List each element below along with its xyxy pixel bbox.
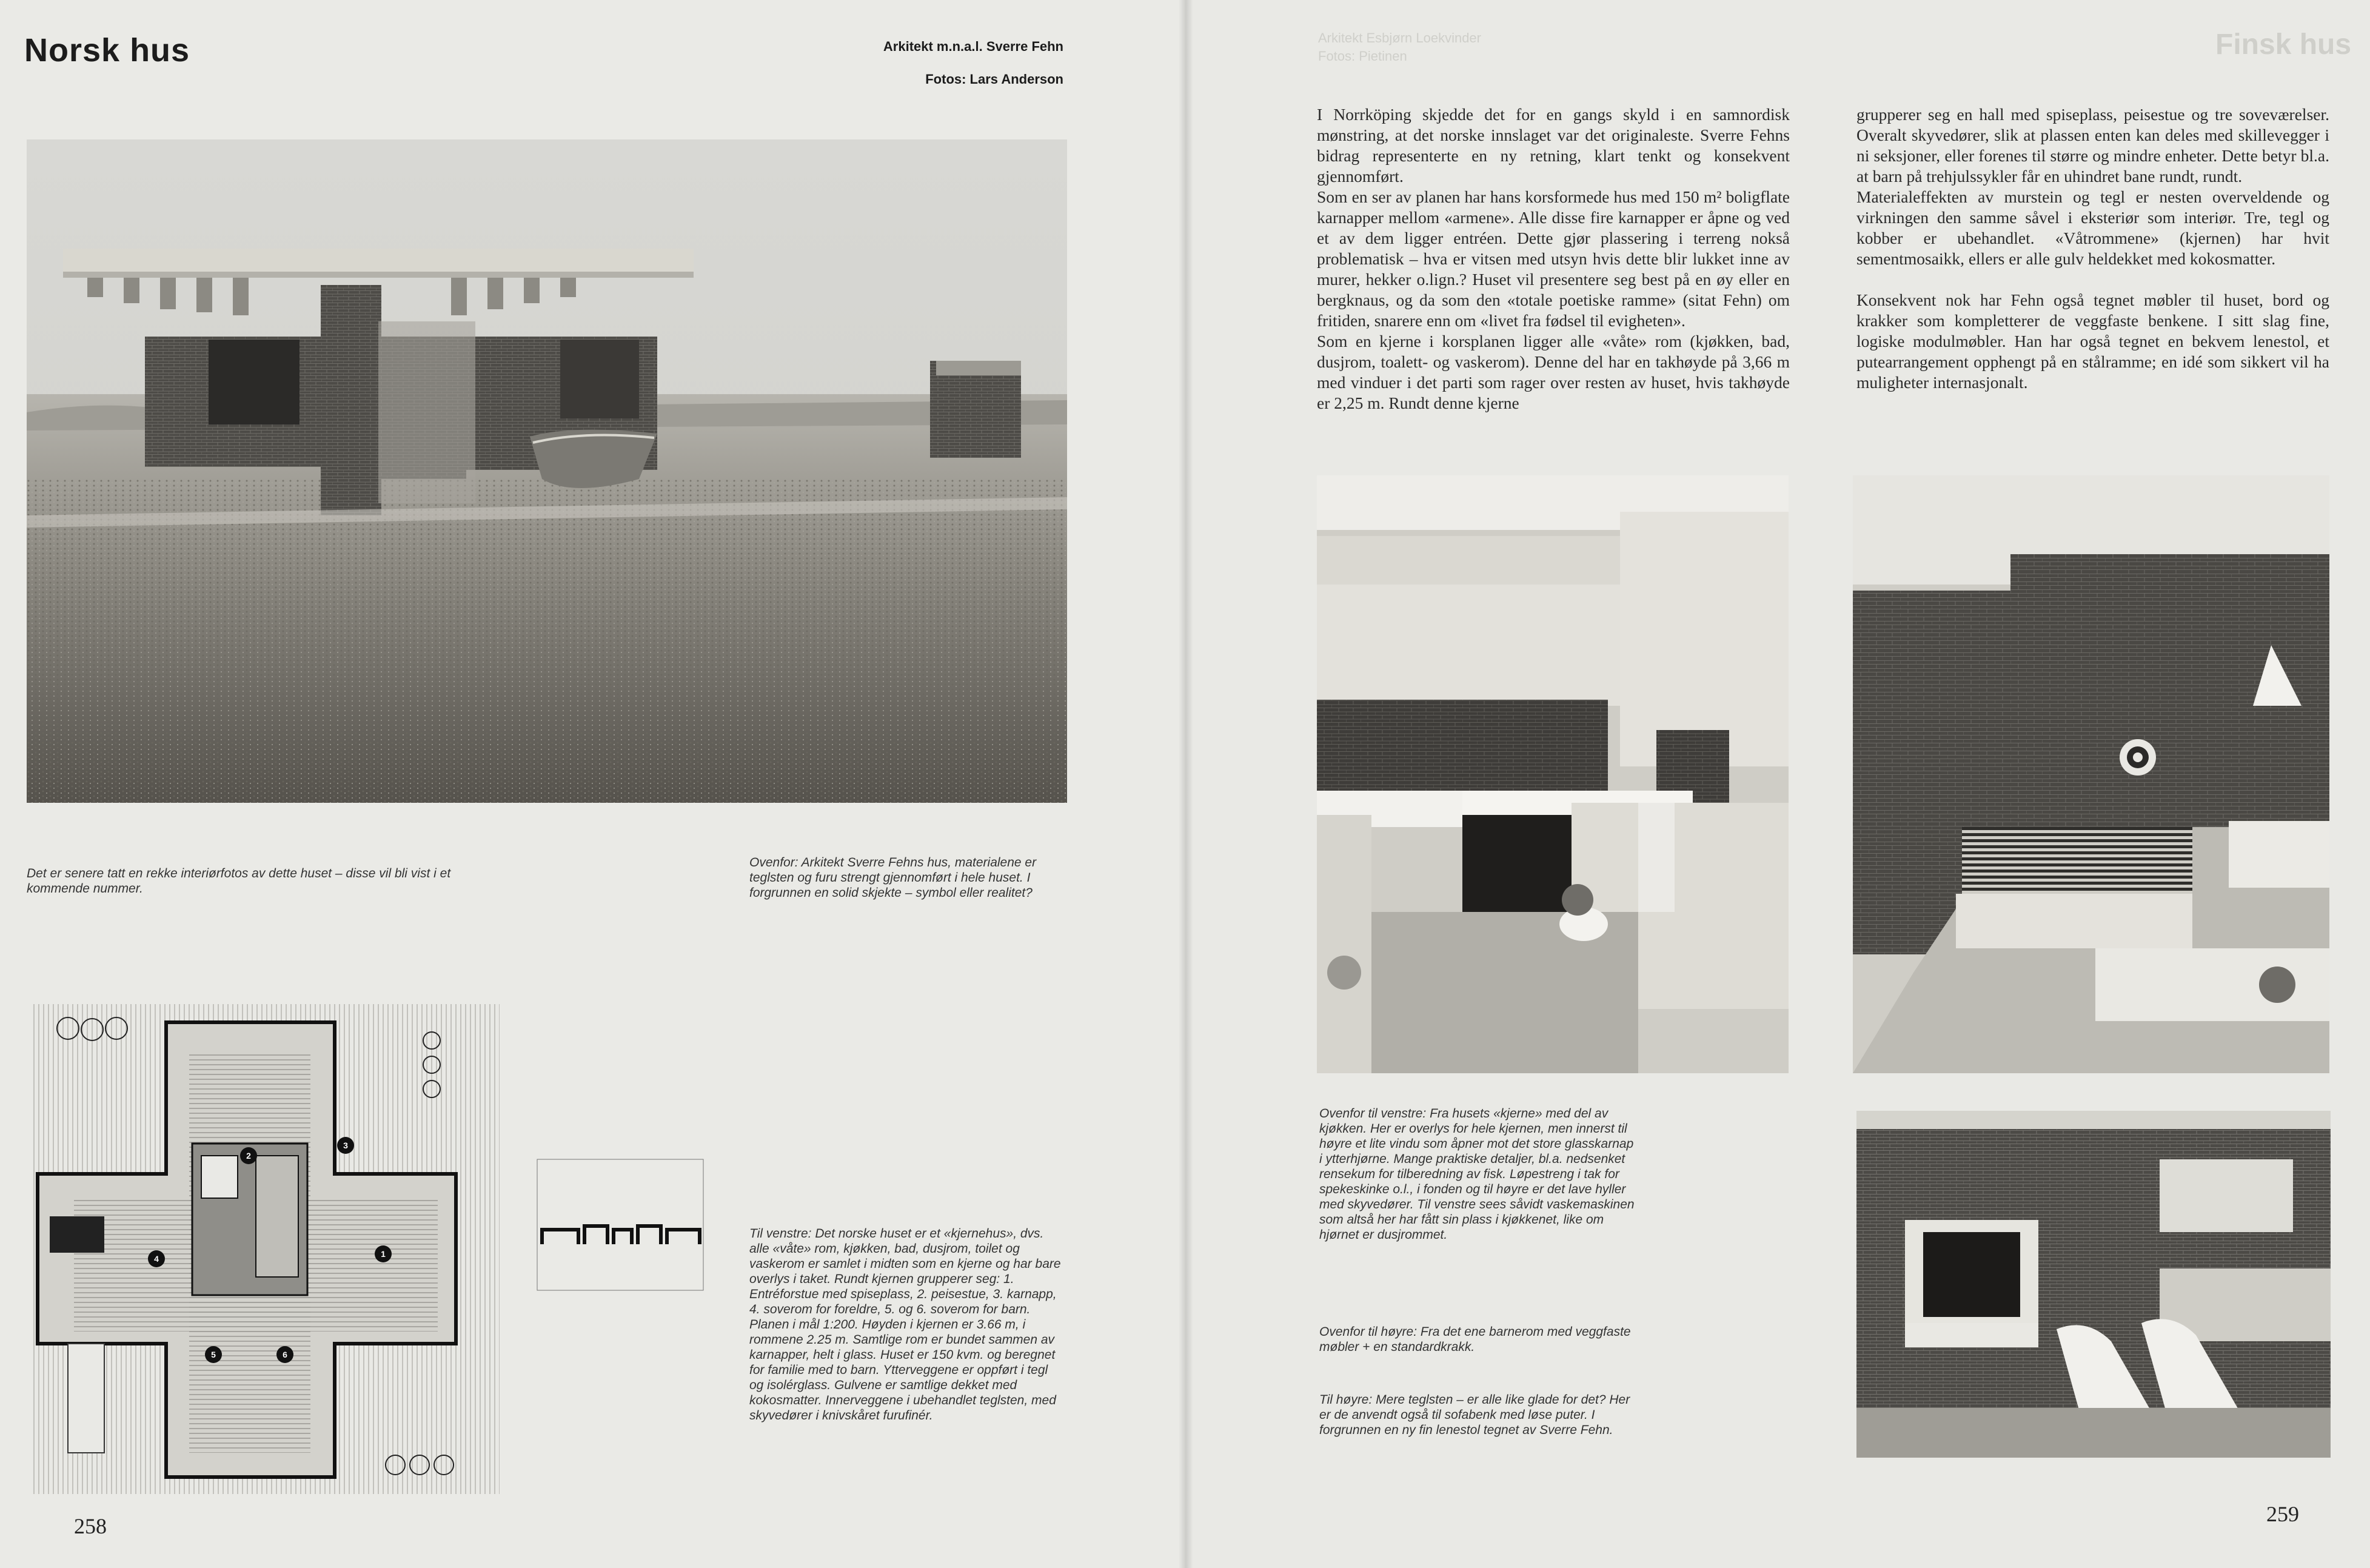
caption-floor-plan: Til venstre: Det norske huset er et «kjernehus», dvs. alle «våte» rom, kjøkken, bad, dusjrom, toilet og vaskerom er samlet i midten som en kjerne og har bare overlys i taket. Rundt kjernen grupperer seg: 1. Entréforstue med spiseplass, 2. peisestue, 3. karnapp, 4. soverom for foreldre, 5. og 6. soverom for barn. Planen i mål 1:200. Høyden i kjernen er 3.66 m, i rommene 2.25 m. Samtlige rom er bundet sammen av karnapper, helt i glass. Huset er 150 kvm. og beregnet for familie med to barn. Ytterveggene er oppført i tegl og isolérglass. Gulvene er samtlige dekket med kokosmatter. Innerveggene i ubehandlet teglsten, med skyvedører i knivskåret furufinér. <box>749 1227 1061 1422</box>
living-room-photo <box>1856 1111 2331 1458</box>
ghost-line-1: Arkitekt Esbjørn Loekvinder <box>1318 30 1481 45</box>
article-column-1 <box>1317 104 1790 414</box>
photo-credit: Fotos: Lars Anderson <box>925 72 1063 87</box>
kitchen-photo <box>1317 475 1789 1073</box>
ghost-heading: Finsk hus <box>2215 28 2352 61</box>
caption-children-room: Ovenfor til høyre: Fra det ene barnerom med veggfaste møbler + en standardkrakk. <box>1319 1325 1631 1354</box>
children-room-photo <box>1853 475 2329 1073</box>
article-column-2 <box>1856 104 2329 393</box>
page-number-left: 258 <box>74 1514 107 1538</box>
section-drawing <box>536 1158 705 1292</box>
plan-label-2: 2 <box>246 1151 251 1161</box>
caption-interior-note: Det er senere tatt en rekke interiørfotos av dette huset – disse vil bli vist i et kommende nummer. <box>27 866 451 896</box>
column-1-paragraph: Som en ser av planen har hans korsformede hus med 150 m² boligflate karnapper mellom «armene». Alle disse fire karnapper er åpne og ved et av dem ligger entréen. Dette gjør plassering i terreng nokså problematisk – hva er vitsen med utsyn hvis dette blir lukket inne av murer, hekker o.lign.? Huset vil presentere seg best på en øy eller en bergknaus, og da som den «totale poetiske ramme» (sitat Fehn) om fritiden, snarere enn om «livet fra fødsel til evigheten». <box>1317 187 1790 330</box>
page-number-right: 259 <box>2266 1502 2299 1526</box>
plan-label-5: 5 <box>211 1350 216 1359</box>
caption-living-room: Til høyre: Mere teglsten – er alle like glade for det? Her er de anvendt også til sofabenk med løse puter. I forgrunnen en ny fin lenestol tegnet av Sverre Fehn. <box>1319 1393 1630 1437</box>
ghost-line-2: Fotos: Pietinen <box>1318 49 1407 64</box>
caption-exterior-photo: Ovenfor: Arkitekt Sverre Fehns hus, materialene er teglsten og furu strengt gjennomført i hele huset. I forgrunnen en solid skjekte – symbol eller realitet? <box>749 856 1037 900</box>
column-2-paragraph: Materialeffekten av murstein og tegl er nesten overveldende og virkningen den samme såvel i eksteriør som interiør. Tre, tegl og kobber er ubehandlet. «Våtrommene» (kjernen) har hvit sementmosaikk, ellers er alle gulv heldekket med kokosmatter. <box>1856 187 2329 268</box>
column-2-paragraph: Konsekvent nok har Fehn også tegnet møbler til huset, bord og krakker som kompletterer de veggfaste benkene. I sitt slag fine, logiske modulmøbler. Han har også tegnet en bekvem lenestol, et putearrangement opphengt på en stålramme; en idé som sikkert vil ha muligheter internasjonalt. <box>1856 290 2329 392</box>
column-1-paragraph: Som en kjerne i korsplanen ligger alle «våte» rom (kjøkken, bad, dusjrom, toalett- og vaskerom). Denne del har en takhøyde på 3,66 m med vinduer i det parti som rager over resten av huset, hvis takhøyde er 2,25 m. Rundt denne kjerne <box>1317 332 1790 412</box>
plan-label-3: 3 <box>343 1141 348 1150</box>
plan-label-1: 1 <box>381 1249 386 1259</box>
plan-label-4: 4 <box>154 1254 159 1264</box>
spread-gutter <box>1179 0 1193 1568</box>
right-page <box>1185 0 2370 1568</box>
caption-kitchen: Ovenfor til venstre: Fra husets «kjerne» med del av kjøkken. Her er overlys for hele kjernen, men innerst til høyre et lite vindu som åpner mot det store glasskarnap i ytterhjørne. Mange praktiske detaljer, bl.a. nedsenket rensekum for tilberedning av fisk. Løpestreng i tak for spekeskinke o.l., i fonden og til høyre er det lave hyller med skyvedører. Til venstre sees såvidt vaskemaskinen som altså her har fått sin plass i kjøkkenet, like om hjørnet er dusjrommet. <box>1319 1107 1635 1242</box>
plan-label-6: 6 <box>283 1350 287 1359</box>
column-2-paragraph: grupperer seg en hall med spiseplass, peisestue og tre soveværelser. Overalt skyvedører, slik at plassen enten kan deles med skillevegger i ni seksjoner, eller forenes til større og mindre enheter. Dette betyr bl.a. at barn på trehjulssykler får en uhindret bane rundt, rundt. <box>1856 105 2329 186</box>
column-1-paragraph: I Norrköping skjedde det for en gangs skyld i en samnordisk mønstring, at det norske innslaget var det originaleste. Sverre Fehns bidrag representerte en ny retning, klart tenkt og konsekvent gjennomført. <box>1317 105 1790 186</box>
architect-credit: Arkitekt m.n.a.l. Sverre Fehn <box>883 39 1063 54</box>
floor-plan <box>32 1004 500 1494</box>
article-title: Norsk hus <box>24 32 190 69</box>
exterior-house-photo <box>27 139 1067 803</box>
